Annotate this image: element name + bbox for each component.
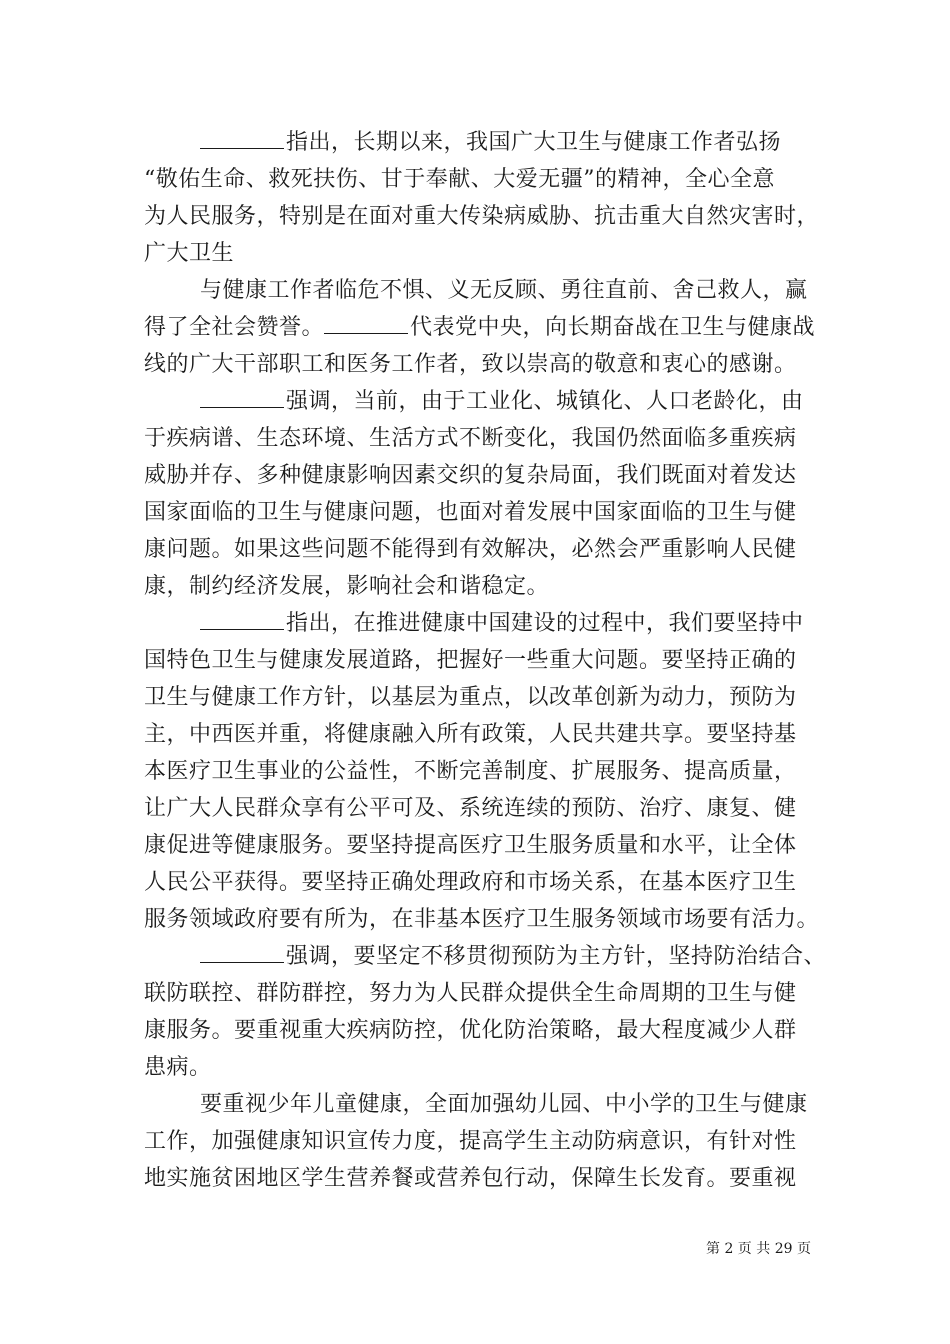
text-line: 得了全社会赞誉。 代表党中央，向长期奋战在卫生与健康战 [144,315,816,340]
text-line: 服务领域政府要有所为，在非基本医疗卫生服务领域市场要有活力。 [144,907,820,932]
text-line: 国特色卫生与健康发展道路，把握好一些重大问题。要坚持正确的 [144,648,797,673]
blank-underline [200,387,284,408]
text-line: 为人民服务，特别是在面对重大传染病威胁、抗击重大自然灾害时， [144,204,820,229]
text-line: 于疾病谱、生态环境、生活方式不断变化，我国仍然面临多重疾病 [144,426,797,451]
text-line: 康促进等健康服务。要坚持提高医疗卫生服务质量和水平，让全体 [144,833,797,858]
text-line: 要重视少年儿童健康，全面加强幼儿园、中小学的卫生与健康 [200,1092,808,1117]
text-line: 联防联控、群防群控，努力为人民群众提供全生命周期的卫生与健 [144,981,797,1006]
text-line: 指出，在推进健康中国建设的过程中，我们要坚持中 [200,609,804,639]
text-line: 线的广大干部职工和医务工作者，致以崇高的敬意和衷心的感谢。 [144,352,797,377]
text-line: 指出，长期以来，我国广大卫生与健康工作者弘扬 [200,128,781,158]
blank-underline [324,313,408,334]
text-line: 国家面临的卫生与健康问题，也面对着发展中国家面临的卫生与健 [144,500,797,525]
text-line: 康，制约经济发展，影响社会和谐稳定。 [144,574,550,599]
text-line: “敬佑生命、救死扶伤、甘于奉献、大爱无疆”的精神，全心全意 [144,167,775,192]
text-line: 工作，加强健康知识宣传力度，提高学生主动防病意识，有针对性 [144,1129,797,1154]
text-line: 威胁并存、多种健康影响因素交织的复杂局面，我们既面对着发达 [144,463,797,488]
blank-underline [200,609,284,630]
blank-underline [200,942,284,963]
text-line: 广大卫生 [144,241,235,266]
text-line: 本医疗卫生事业的公益性，不断完善制度、扩展服务、提高质量， [144,759,797,784]
text-line: 主，中西医并重，将健康融入所有政策，人民共建共享。要坚持基 [144,722,797,747]
text-line: 强调，要坚定不移贯彻预防为主方针，坚持防治结合、 [200,942,826,972]
text-line: 强调，当前，由于工业化、城镇化、人口老龄化，由 [200,387,804,417]
text-line: 与健康工作者临危不惧、义无反顾、勇往直前、舍己救人，赢 [200,278,808,303]
text-line: 地实施贫困地区学生营养餐或营养包行动，保障生长发育。要重视 [144,1166,797,1191]
text-line: 人民公平获得。要坚持正确处理政府和市场关系，在基本医疗卫生 [144,870,797,895]
page-number: 第 2 页 共 29 页 [706,1241,811,1257]
text-line: 康问题。如果这些问题不能得到有效解决，必然会严重影响人民健 [144,537,797,562]
text-line: 患病。 [144,1055,212,1080]
text-line: 康服务。要重视重大疾病防控，优化防治策略，最大程度减少人群 [144,1018,797,1043]
blank-underline [200,128,284,149]
text-line: 让广大人民群众享有公平可及、系统连续的预防、治疗、康复、健 [144,796,797,821]
text-line: 卫生与健康工作方针，以基层为重点，以改革创新为动力，预防为 [144,685,797,710]
